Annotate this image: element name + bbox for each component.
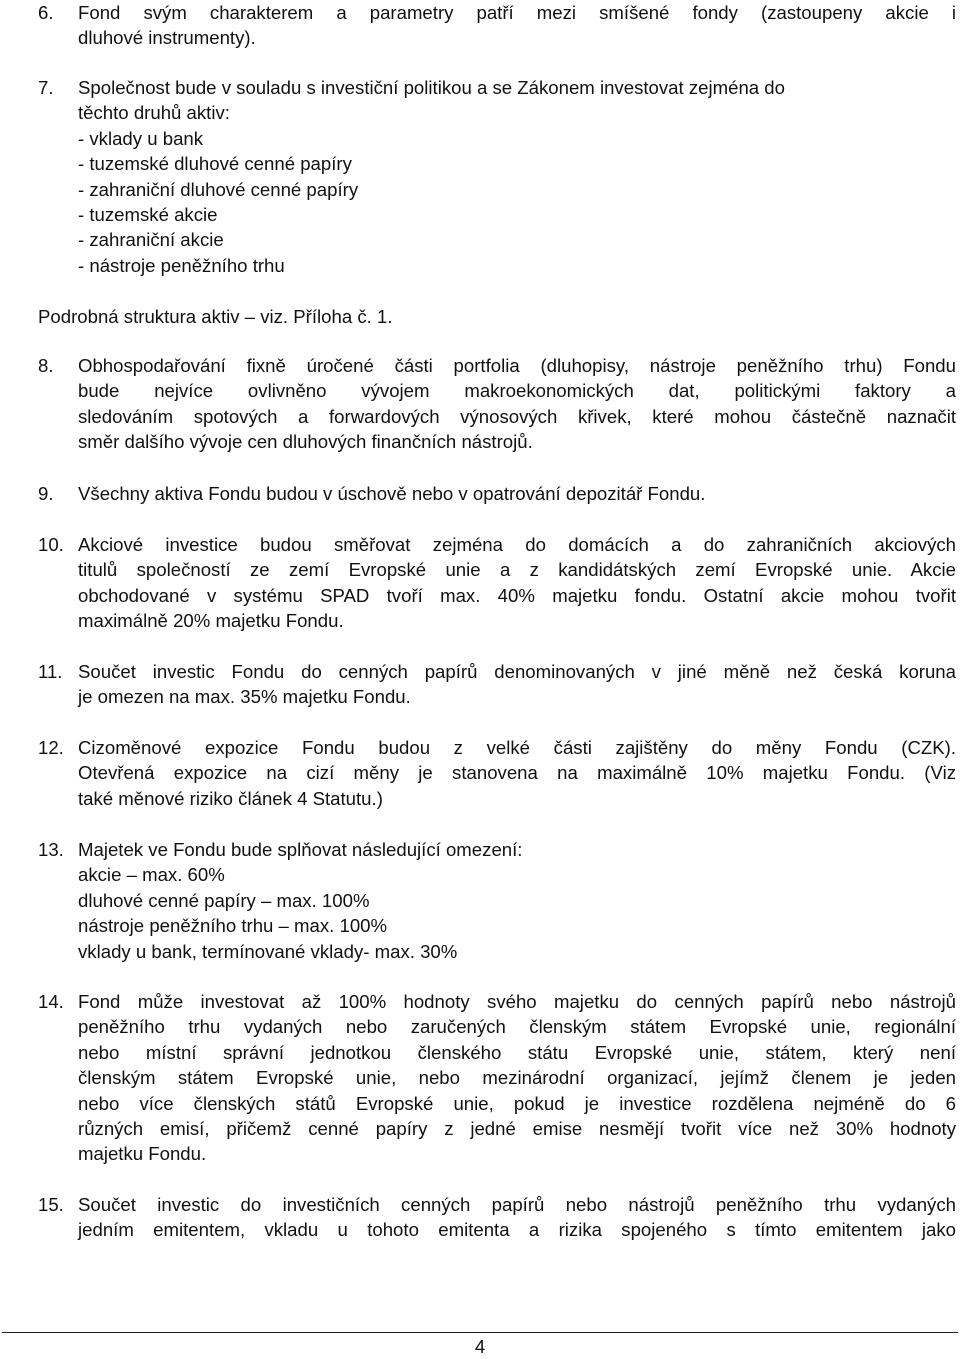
list-item-14 — [38, 989, 956, 1167]
list-item-12 — [38, 735, 956, 811]
text-line: Součet investic Fondu do cenných papírů denominovaných v jiné měně než česká koruna — [78, 661, 956, 682]
text-line: Všechny aktiva Fondu budou v úschově nebo v opatrování depozitář Fondu. — [78, 483, 706, 504]
item-number: 12. — [38, 737, 64, 758]
text-line: bude nejvíce ovlivněno vývojem makroekonomických dat, politickými faktory a — [78, 380, 956, 402]
item-number: 13. — [38, 839, 64, 860]
item-text — [78, 659, 956, 710]
text-line: Majetek ve Fondu bude splňovat následující omezení: — [78, 839, 523, 860]
item-text — [78, 1192, 956, 1243]
list-item-9 — [38, 481, 956, 506]
item-number: 7. — [38, 77, 54, 98]
text-line: Fond může investovat až 100% hodnoty svého majetku do cenných papírů nebo nástrojů — [78, 991, 956, 1012]
bullet-item: - tuzemské akcie — [78, 204, 218, 226]
text-line: různých emisí, přičemž cenné papíry z jedné emise nesmějí tvořit více než 30% hodnoty — [78, 1118, 956, 1140]
limit-item: akcie – max. 60% — [78, 864, 225, 886]
list-item-11 — [38, 659, 956, 710]
bullet-item: - nástroje peněžního trhu — [78, 254, 285, 276]
text-line: těchto druhů aktiv: — [78, 102, 230, 124]
item-number: 10. — [38, 534, 64, 555]
limit-item: vklady u bank, termínované vklady- max. 30% — [78, 940, 458, 962]
text-line: peněžního trhu vydaných nebo zaručených členským státem Evropské unie, regionální — [78, 1016, 956, 1038]
bullet-item: - vklady u bank — [78, 127, 204, 149]
text-line: majetku Fondu. — [78, 1143, 207, 1165]
item-number: 15. — [38, 1194, 64, 1215]
text-line: členským státem Evropské unie, nebo mezinárodní organizací, jejímž členem je jeden — [78, 1067, 956, 1089]
text-line: titulů společností ze zemí Evropské unie a z kandidátských zemí Evropské unie. Akcie — [78, 559, 956, 581]
item-text — [78, 532, 956, 634]
footer-divider — [2, 1332, 958, 1333]
text-line: obchodované v systému SPAD tvoří max. 40% majetku fondu. Ostatní akcie mohou tvořit — [78, 584, 956, 606]
item-number: 9. — [38, 483, 54, 504]
note-text: Podrobná struktura aktiv – viz. Příloha č. 1. — [38, 306, 393, 327]
page-number: 4 — [474, 1336, 486, 1357]
item-text — [78, 837, 956, 964]
item-text — [78, 989, 956, 1167]
bullet-item: - tuzemské dluhové cenné papíry — [78, 153, 352, 175]
text-line: Fond svým charakterem a parametry patří mezi smíšené fondy (zastoupeny akcie i — [78, 2, 956, 23]
item-text — [78, 75, 956, 278]
bullet-item: - zahraniční dluhové cenné papíry — [78, 178, 359, 200]
list-item-15 — [38, 1192, 956, 1243]
list-item-8 — [38, 353, 956, 455]
item-text — [78, 353, 956, 455]
text-line: směr dalšího vývoje cen dluhových finančních nástrojů. — [78, 431, 533, 453]
limit-item: dluhové cenné papíry – max. 100% — [78, 889, 370, 911]
item-text — [78, 481, 956, 506]
text-line: jedním emitentem, vkladu u tohoto emitenta a rizika spojeného s tímto emitentem jako — [78, 1219, 956, 1241]
text-line: také měnové riziko článek 4 Statutu.) — [78, 787, 383, 809]
text-line: nebo více členských států Evropské unie, pokud je investice rozdělena nejméně do 6 — [78, 1092, 956, 1114]
text-line: dluhové instrumenty). — [78, 27, 256, 49]
text-line: Cizoměnové expozice Fondu budou z velké části zajištěny do měny Fondu (CZK). — [78, 737, 956, 758]
list-item-7 — [38, 75, 956, 278]
item-number: 11. — [38, 661, 63, 682]
item-number: 6. — [38, 2, 54, 23]
list-item-10 — [38, 532, 956, 634]
text-line: nebo místní správní jednotkou členského státu Evropské unie, státem, který není — [78, 1041, 956, 1063]
text-line: Společnost bude v souladu s investiční politikou a se Zákonem investovat zejména do — [78, 77, 785, 98]
item-text — [78, 735, 956, 811]
text-line: Obhospodařování fixně úročené části portfolia (dluhopisy, nástroje peněžního trhu) Fondu — [78, 355, 956, 376]
item-text — [78, 0, 956, 51]
text-line: maximálně 20% majetku Fondu. — [78, 610, 344, 632]
text-line: je omezen na max. 35% majetku Fondu. — [78, 686, 411, 708]
text-line: Součet investic do investičních cenných papírů nebo nástrojů peněžního trhu vydaných — [78, 1194, 956, 1215]
item-number: 8. — [38, 355, 54, 376]
text-line: Otevřená expozice na cizí měny je stanovena na maximálně 10% majetku Fondu. (Viz — [78, 762, 956, 784]
limit-item: nástroje peněžního trhu – max. 100% — [78, 915, 388, 937]
list-item-6 — [38, 0, 956, 51]
text-line: sledováním spotových a forwardových výnosových křivek, které mohou částečně naznačit — [78, 405, 956, 427]
bullet-item: - zahraniční akcie — [78, 229, 224, 251]
list-item-13 — [38, 837, 956, 964]
item-number: 14. — [38, 991, 64, 1012]
text-line: Akciové investice budou směřovat zejména do domácích a do zahraničních akciových — [78, 534, 956, 555]
